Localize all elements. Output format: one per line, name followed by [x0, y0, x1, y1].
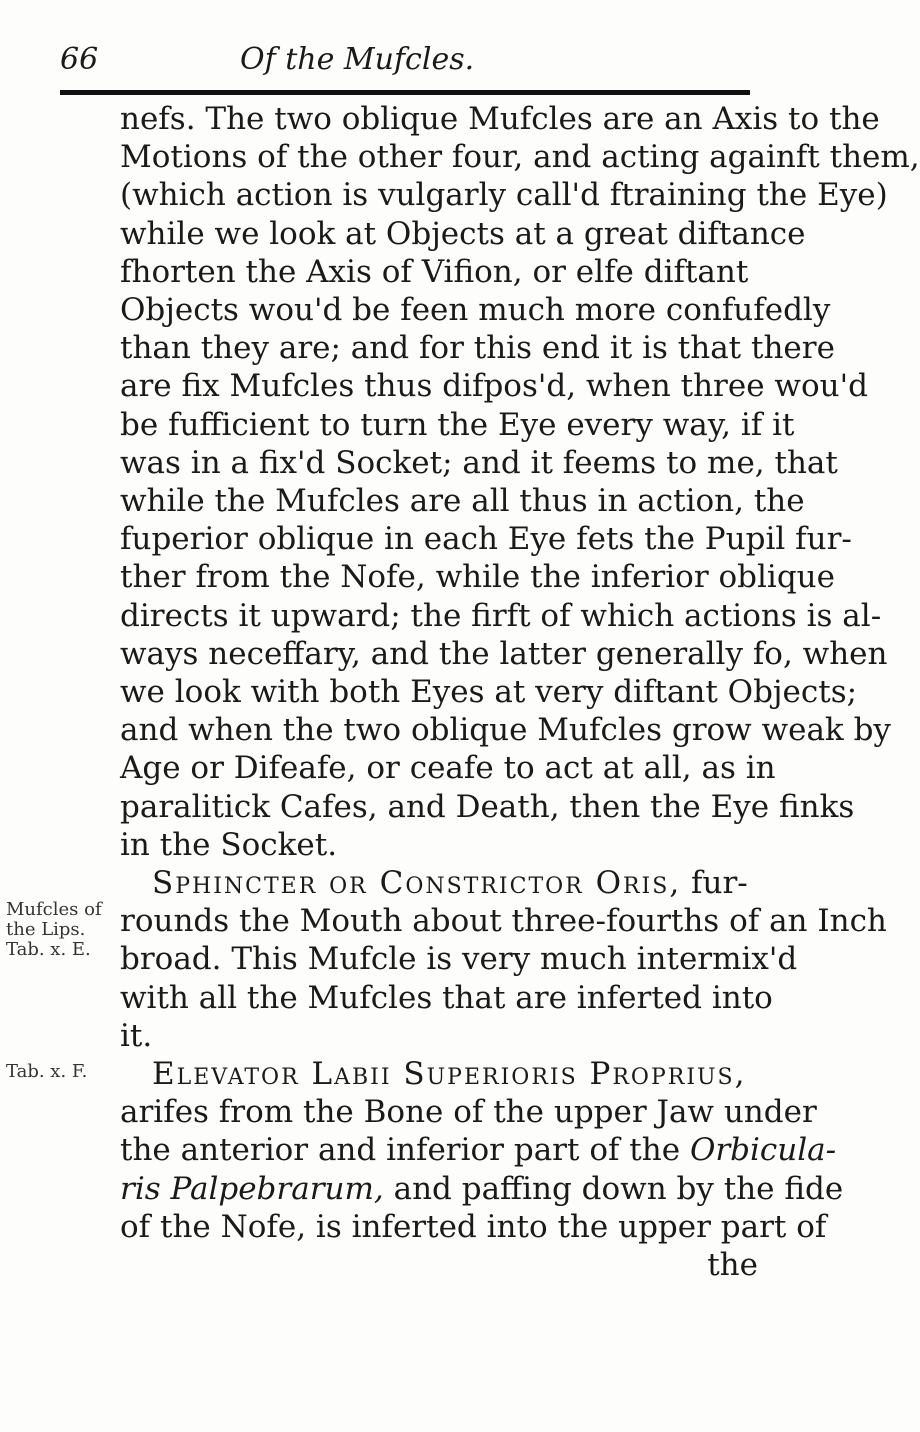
- text-line: [120, 864, 790, 902]
- text-line: we look with both Eyes at very diftant Objects;: [120, 674, 858, 711]
- text-fragment: fur-: [681, 865, 748, 902]
- margin-note-lips: [6, 900, 116, 960]
- text-line: than they are; and for this end it is that there: [120, 330, 835, 367]
- text-line: Age or Difeafe, or ceafe to act at all, as in: [120, 750, 776, 787]
- text-line: are fix Mufcles thus difpos'd, when three wou'd: [120, 368, 868, 405]
- text-line: in the Socket.: [120, 826, 338, 863]
- text-line: the: [707, 1247, 758, 1284]
- text-line: while we look at Objects at a great diftance: [120, 215, 806, 252]
- text-line: fhorten the Axis of Vifion, or elfe diftant: [120, 253, 749, 290]
- text-line: directs it upward; the firft of which actions is al-: [120, 597, 882, 634]
- muscle-term: Sphincter or Constrictor Oris,: [152, 865, 682, 902]
- text-line: be fufficient to turn the Eye every way, if it: [120, 406, 795, 443]
- text-line: of the Nofe, is inferted into the upper part of: [120, 1208, 827, 1245]
- paragraph-elevator: [120, 1055, 844, 1284]
- text-line: Motions of the other four, and acting againft them,: [120, 139, 920, 176]
- text-line: ther from the Nofe, while the inferior oblique: [120, 559, 835, 596]
- text-line: while the Mufcles are all thus in action, the: [120, 483, 805, 520]
- paragraph-sphincter: [120, 864, 887, 1055]
- text-line: was in a fix'd Socket; and it feems to me, that: [120, 444, 838, 481]
- text-line: Objects wou'd be feen much more confufedly: [120, 292, 831, 329]
- text-line: with all the Mufcles that are inferted into: [120, 979, 773, 1016]
- margin-note-line: the Lips.: [6, 919, 86, 940]
- text-line: [120, 1170, 844, 1208]
- margin-note-tab-f: [6, 1062, 116, 1082]
- text-fragment: the anterior and inferior part of the: [120, 1132, 690, 1169]
- latin-term: Orbicula-: [689, 1132, 837, 1169]
- text-line: fuperior oblique in each Eye fets the Pupil fur-: [120, 521, 852, 558]
- page-header: [60, 42, 750, 92]
- header-rule: [60, 90, 750, 95]
- running-head: Of the Mufcles.: [240, 42, 475, 77]
- text-line: and when the two oblique Mufcles grow weak by: [120, 712, 891, 749]
- text-line: broad. This Mufcle is very much intermix'd: [120, 941, 798, 978]
- paragraph-oblique-muscles: [120, 100, 920, 864]
- text-line: [120, 1055, 790, 1093]
- body-text: [120, 100, 920, 1284]
- text-line: it.: [120, 1017, 153, 1054]
- margin-note-line: Mufcles of: [6, 899, 102, 920]
- text-line: nefs. The two oblique Mufcles are an Axis to the: [120, 101, 880, 137]
- text-line: [120, 1131, 837, 1169]
- latin-term: ris Palpebrarum,: [120, 1170, 384, 1207]
- page-number: 66: [60, 42, 99, 77]
- margin-note-line: Tab. x. E.: [6, 939, 91, 960]
- text-line: ways neceffary, and the latter generally fo, when: [120, 635, 888, 672]
- margin-note-line: Tab. x. F.: [6, 1061, 88, 1082]
- text-line: (which action is vulgarly call'd ftraining the Eye): [120, 177, 888, 214]
- muscle-term: Elevator Labii Superioris Proprius,: [152, 1056, 747, 1093]
- text-line: rounds the Mouth about three-fourths of an Inch: [120, 903, 887, 940]
- text-line: arifes from the Bone of the upper Jaw under: [120, 1094, 817, 1131]
- text-fragment: and paffing down by the fide: [383, 1170, 844, 1207]
- text-line: paralitick Cafes, and Death, then the Eye finks: [120, 788, 855, 825]
